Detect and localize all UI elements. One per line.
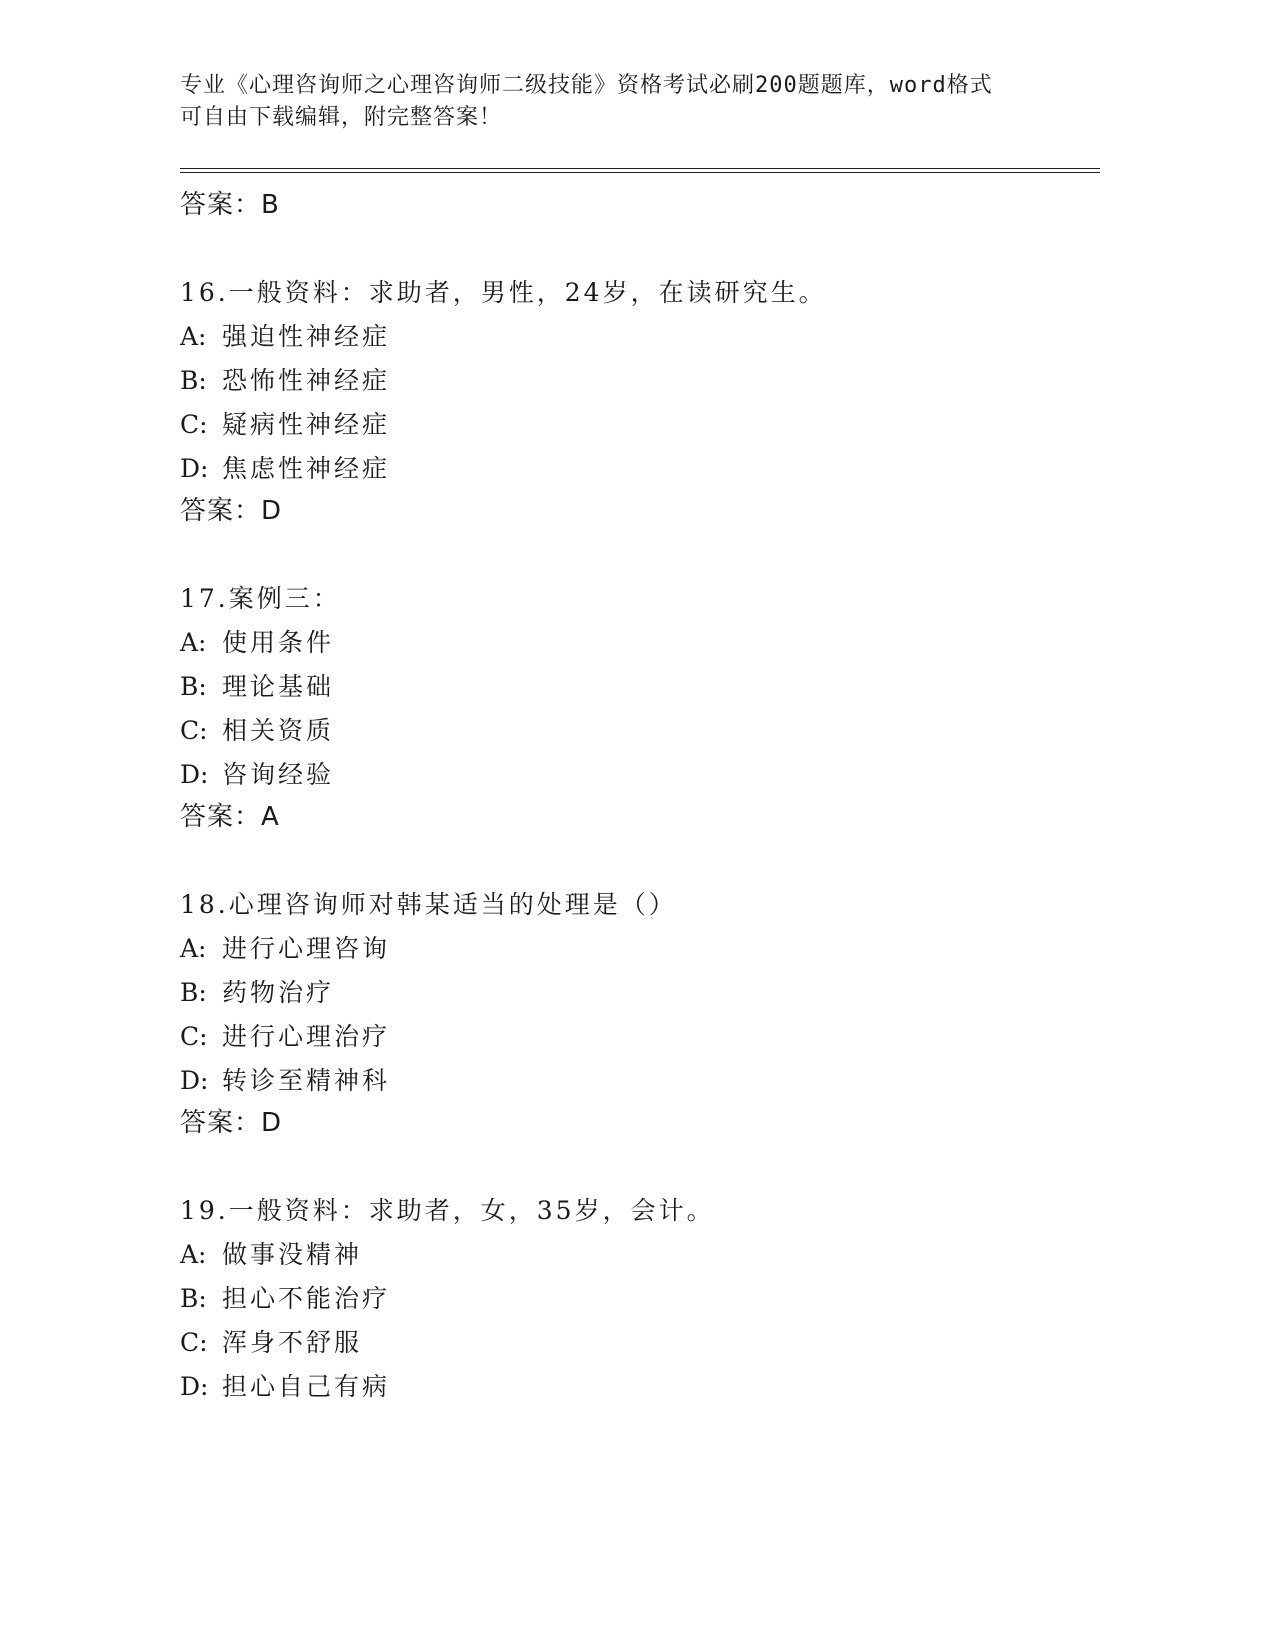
option-key: A: [180,1240,207,1269]
option-key: D: [180,454,209,483]
question-block [180,883,1100,1147]
option-row [180,1321,1100,1365]
option-text: 疑病性神经症 [222,410,391,439]
option-key: B: [180,366,207,395]
answer-line: 答案：A [180,802,280,832]
option-text: 浑身不舒服 [222,1328,363,1357]
option-row [180,447,1100,491]
option-text: 担心自己有病 [222,1372,391,1401]
question-block [180,271,1100,535]
option-text: 进行心理治疗 [222,1022,391,1051]
option-row [180,665,1100,709]
option-row [180,1059,1100,1103]
option-key: A: [180,934,207,963]
option-text: 使用条件 [222,628,335,657]
option-key: A: [180,628,207,657]
option-row [180,403,1100,447]
option-key: C: [180,1328,208,1357]
option-row [180,753,1100,797]
option-row [180,621,1100,665]
option-key: D: [180,1066,209,1095]
option-key: A: [180,322,207,351]
previous-answer: 答案：B [180,190,280,220]
question-stem: 16.一般资料：求助者，男性，24岁，在读研究生。 [180,278,827,307]
question-list [180,271,1100,1409]
option-key: D: [180,1372,209,1401]
option-text: 焦虑性神经症 [222,454,391,483]
header-line-1: 专业《心理咨询师之心理咨询师二级技能》资格考试必刷200题题库，word格式 [180,73,993,98]
option-row [180,927,1100,971]
answer-line: 答案：D [180,496,283,526]
option-key: C: [180,1022,208,1051]
option-row [180,971,1100,1015]
answer-line: 答案：D [180,1108,283,1138]
option-key: B: [180,978,207,1007]
question-block [180,1189,1100,1409]
header-double-rule [180,168,1100,173]
option-text: 转诊至精神科 [222,1066,391,1095]
option-key: B: [180,1284,207,1313]
option-text: 强迫性神经症 [222,322,391,351]
question-stem: 19.一般资料：求助者，女，35岁，会计。 [180,1196,715,1225]
question-stem: 18.心理咨询师对韩某适当的处理是（） [180,890,677,919]
option-text: 药物治疗 [222,978,335,1007]
question-block [180,577,1100,841]
document-page [180,70,1100,1409]
header-line-2: 可自由下载编辑，附完整答案！ [180,105,503,130]
option-text: 恐怖性神经症 [222,366,391,395]
option-text: 咨询经验 [222,760,335,789]
option-key: D: [180,760,209,789]
option-key: C: [180,716,208,745]
option-row [180,315,1100,359]
option-row [180,1277,1100,1321]
option-text: 担心不能治疗 [222,1284,391,1313]
option-row [180,1365,1100,1409]
option-row [180,1233,1100,1277]
question-stem: 17.案例三： [180,584,341,613]
option-text: 进行心理咨询 [222,934,391,963]
option-row [180,709,1100,753]
option-text: 理论基础 [222,672,335,701]
option-text: 相关资质 [222,716,335,745]
option-row [180,359,1100,403]
option-key: B: [180,672,207,701]
option-row [180,1015,1100,1059]
option-text: 做事没精神 [222,1240,363,1269]
option-key: C: [180,410,208,439]
